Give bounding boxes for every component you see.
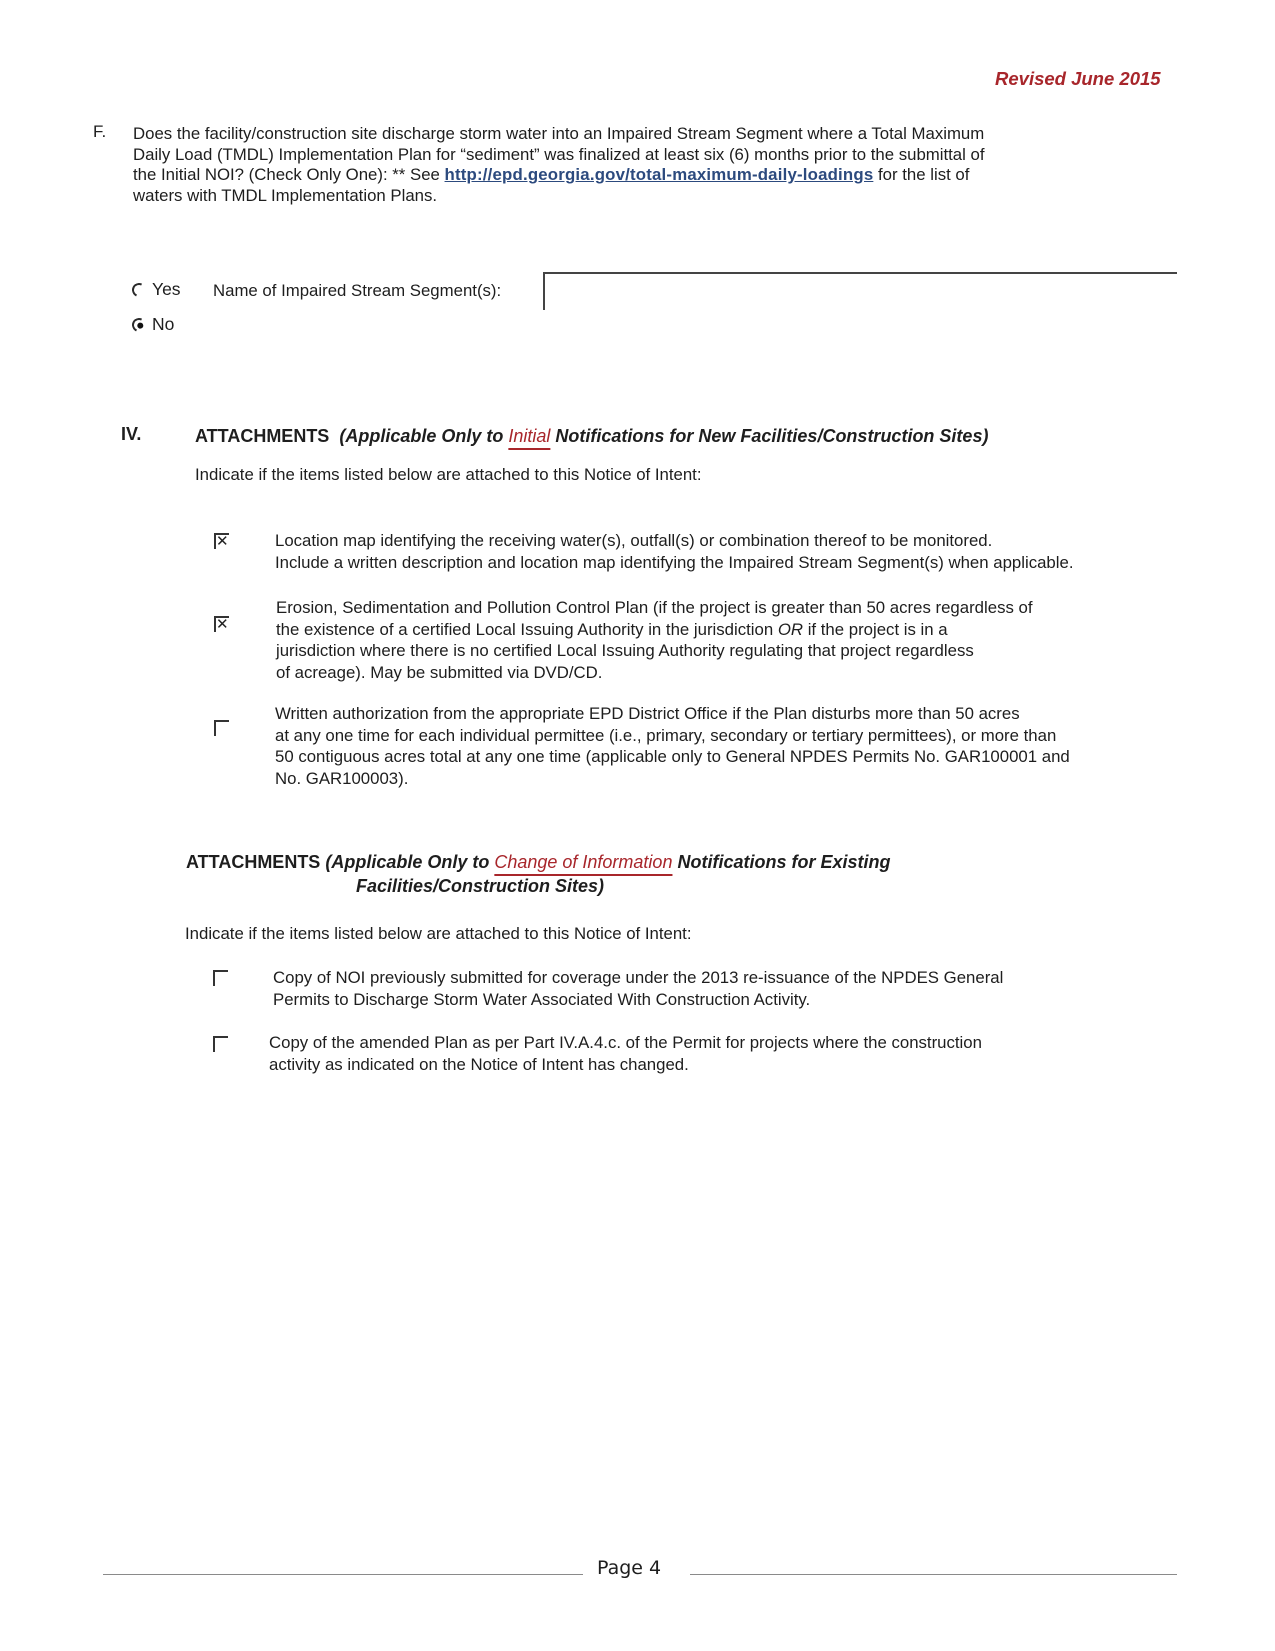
amended-plan-text: Copy of the amended Plan as per Part IV.A.4.c. of the Permit for projects where the construction activity as indicated on the Notice of Intent has changed. [269, 1033, 982, 1074]
radio-no-label: No [152, 314, 175, 334]
stream-segment-input[interactable] [543, 272, 1177, 310]
footer-rule-right [690, 1574, 1177, 1575]
stream-segment-label: Name of Impaired Stream Segment(s): [213, 281, 502, 300]
radio-selected-icon[interactable] [130, 316, 148, 334]
radio-yes-label: Yes [152, 279, 181, 299]
footer-rule-left [103, 1574, 583, 1575]
location-map-text: Location map identifying the receiving water(s), outfall(s) or combination thereof to be monitored. Include a written description and location map identifying the Impaired Stream Segment(s) when applicable. [275, 531, 1074, 572]
question-line: Daily Load (TMDL) Implementation Plan for “sediment” was finalized at least six (6) months prior to the submittal of [133, 144, 985, 164]
page-number: Page 4 [597, 1557, 662, 1579]
copy-noi-checkbox[interactable] [213, 970, 228, 986]
location-map-checkbox[interactable] [214, 533, 229, 549]
question-letter: F. [93, 122, 107, 141]
question-line: waters with TMDL Implementation Plans. [133, 185, 438, 205]
question-line: Does the facility/construction site discharge storm water into an Impaired Stream Segment where a Total Maximum [133, 124, 985, 143]
section-title: ATTACHMENTS [186, 852, 321, 872]
radio-unselected-icon[interactable] [130, 281, 148, 299]
change-of-information-highlight: Change of Information [494, 852, 673, 872]
copy-noi-text: Copy of NOI previously submitted for coverage under the 2013 re-issuance of the NPDES General Permits to Discharge Storm Water Associated With Construction Activity. [273, 968, 1004, 1009]
section-number: IV. [121, 424, 142, 444]
initial-highlight: Initial [508, 426, 551, 446]
written-authorization-checkbox[interactable] [214, 720, 229, 736]
written-authorization-text: Written authorization from the appropriate EPD District Office if the Plan disturbs more than 50 acres at any one time for each individual permittee (i.e., primary, secondary or tertiary permittees), or more than 50 contiguous acres total at any one time (applicable only to General NPDES Permits No. GAR100001 and No. GAR100003). [275, 704, 1070, 788]
radio-yes[interactable] [132, 279, 181, 300]
esp-plan-checkbox[interactable] [214, 616, 229, 632]
question-line: the Initial NOI? (Check Only One): ** See http://epd.georgia.gov/total-maximum-daily-loadings for the list of [133, 165, 970, 184]
section-iv-heading: ATTACHMENTS (Applicable Only to Initial Notifications for New Facilities/Construction Sites) [195, 426, 989, 446]
change-info-heading: ATTACHMENTS (Applicable Only to Change of Information Notifications for Existing Facilities/Construction Sites) [186, 852, 891, 896]
amended-plan-checkbox[interactable] [213, 1036, 228, 1052]
indicate-instruction: Indicate if the items listed below are attached to this Notice of Intent: [195, 465, 702, 484]
esp-plan-text: Erosion, Sedimentation and Pollution Control Plan (if the project is greater than 50 acres regardless of the existence of a certified Local Issuing Authority in the jurisdiction OR if the project is in a jurisdiction where there is no certified Local Issuing Authority regulating that project regardless of acreage). May be submitted via DVD/CD. [276, 598, 1033, 682]
radio-no[interactable] [132, 314, 174, 335]
section-title: ATTACHMENTS [195, 426, 330, 446]
tmdl-link[interactable]: http://epd.georgia.gov/total-maximum-daily-loadings [444, 165, 874, 184]
indicate-instruction: Indicate if the items listed below are attached to this Notice of Intent: [185, 924, 692, 943]
question-f-text [133, 124, 1093, 206]
revised-date: Revised June 2015 [995, 68, 1161, 89]
